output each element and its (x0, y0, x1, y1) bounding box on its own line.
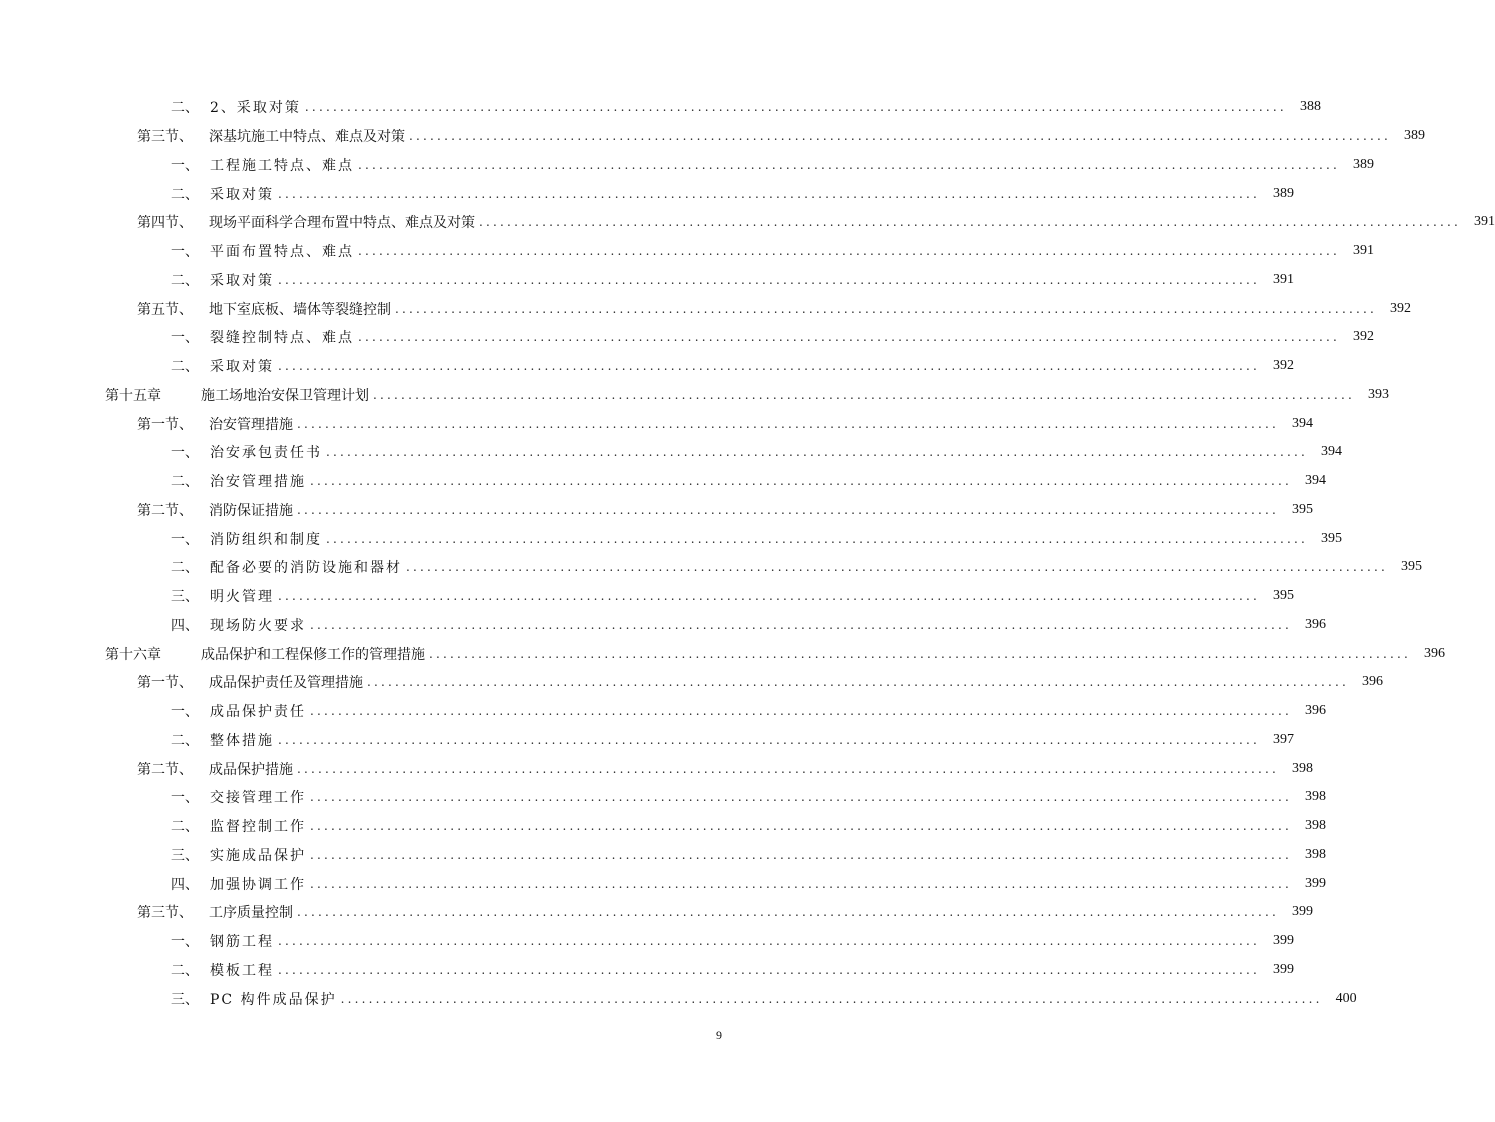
toc-entry-lead (0, 989, 1323, 1009)
toc-entry-title: 配备必要的消防设施和器材 (210, 560, 402, 577)
toc-entry-number: 二、 (171, 186, 199, 203)
toc-leader-dots: ............................................................................................................................................ (409, 129, 1392, 144)
toc-entry[interactable] (0, 438, 1343, 467)
toc-entry-lead (0, 500, 1279, 520)
toc-entry-lead (0, 471, 1292, 491)
toc-entry-page: 388 (1299, 99, 1321, 115)
toc-entry[interactable] (0, 697, 1327, 726)
toc-entry-lead (0, 644, 1411, 664)
toc-entry-title: 平面布置特点、难点 (210, 244, 354, 261)
toc-entry-page: 394 (1321, 444, 1343, 460)
toc-entry[interactable] (0, 467, 1327, 496)
toc-entry-title: 成品保护责任及管理措施 (209, 675, 363, 692)
toc-leader-dots: ............................................................................................................................................ (297, 761, 1280, 776)
toc-leader-dots: ............................................................................................................................................ (395, 301, 1378, 316)
toc-entry-title: 现场平面科学合理布置中特点、难点及对策 (209, 215, 475, 232)
toc-entry-title: 整体措施 (210, 732, 274, 749)
toc-entry[interactable] (0, 582, 1295, 611)
toc-entry-page: 398 (1305, 818, 1327, 834)
toc-entry-page: 389 (1353, 156, 1375, 172)
toc-entry-page: 391 (1273, 271, 1295, 287)
toc-entry-number: 第三节、 (137, 129, 193, 146)
toc-entry-title: 采取对策 (210, 359, 274, 376)
toc-entry-lead (0, 845, 1292, 865)
toc-entry-number: 二、 (171, 272, 199, 289)
toc-entry-title: 现场防火要求 (210, 617, 306, 634)
toc-entry-number: 二、 (171, 732, 199, 749)
toc-entry-title: 工程施工特点、难点 (210, 157, 354, 174)
toc-entry-lead (0, 212, 1461, 232)
toc-entry-number: 一、 (171, 531, 199, 548)
toc-leader-dots: ............................................................................................................................................ (278, 934, 1261, 949)
toc-leader-dots: ............................................................................................................................................ (340, 991, 1323, 1006)
toc-entry-lead (0, 155, 1340, 175)
toc-entry-page: 394 (1292, 415, 1314, 431)
toc-entry-lead (0, 874, 1292, 894)
toc-entry-page: 396 (1362, 674, 1384, 690)
toc-entry-page: 391 (1474, 214, 1495, 230)
toc-entry-number: 第十六章 (105, 646, 161, 663)
toc-entry-lead (0, 816, 1292, 836)
toc-entry[interactable] (0, 122, 1426, 151)
toc-entry-lead (0, 960, 1260, 980)
toc-entry[interactable] (0, 294, 1412, 323)
toc-entry-title: 裂缝控制特点、难点 (210, 330, 354, 347)
toc-entry-number: 二、 (171, 359, 199, 376)
toc-leader-dots: ............................................................................................................................................ (310, 617, 1293, 632)
toc-leader-dots: ............................................................................................................................................ (326, 531, 1309, 546)
toc-entry-page: 391 (1353, 243, 1375, 259)
toc-entry-lead (0, 241, 1340, 261)
toc-entry-page: 398 (1305, 789, 1327, 805)
toc-entry-number: 二、 (171, 100, 199, 117)
toc-entry-title: 实施成品保护 (210, 847, 306, 864)
toc-entry[interactable] (0, 869, 1327, 898)
toc-entry-lead (0, 442, 1308, 462)
toc-entry-page: 392 (1390, 300, 1412, 316)
toc-entry-lead (0, 270, 1260, 290)
toc-entry-number: 一、 (171, 704, 199, 721)
toc-entry-title: 消防组织和制度 (210, 531, 322, 548)
toc-entry-lead (0, 97, 1287, 117)
toc-entry[interactable] (0, 409, 1314, 438)
toc-entry-number: 一、 (171, 790, 199, 807)
toc-entry-lead (0, 759, 1279, 779)
toc-entry-lead (0, 586, 1260, 606)
toc-entry[interactable] (0, 496, 1314, 525)
toc-leader-dots: ............................................................................................................................................ (278, 359, 1261, 374)
toc-entry-page: 392 (1353, 329, 1375, 345)
toc-entry[interactable] (0, 237, 1375, 266)
toc-entry-title: 施工场地治安保卫管理计划 (201, 387, 369, 404)
toc-entry-number: 第四节、 (137, 215, 193, 232)
toc-entry-page: 396 (1424, 645, 1446, 661)
toc-entry-page: 398 (1305, 846, 1327, 862)
toc-leader-dots: ............................................................................................................................................ (278, 272, 1261, 287)
toc-entry-number: 二、 (171, 474, 199, 491)
toc-leader-dots: ............................................................................................................................................ (310, 474, 1293, 489)
toc-entry[interactable] (0, 668, 1384, 697)
toc-leader-dots: ............................................................................................................................................ (326, 445, 1309, 460)
toc-entry-number: 一、 (171, 157, 199, 174)
toc-entry-page: 394 (1305, 473, 1327, 489)
toc-leader-dots: ............................................................................................................................................ (358, 330, 1341, 345)
toc-leader-dots: ............................................................................................................................................ (429, 646, 1412, 661)
toc-entry[interactable] (0, 812, 1327, 841)
toc-entry[interactable] (0, 783, 1327, 812)
toc-entry[interactable] (0, 841, 1327, 870)
toc-entry-title: 工序质量控制 (209, 905, 293, 922)
toc-entry-lead (0, 414, 1279, 434)
toc-entry[interactable] (0, 726, 1295, 755)
toc-leader-dots: ............................................................................................................................................ (297, 905, 1280, 920)
toc-entry-title: 治安管理措施 (210, 474, 306, 491)
toc-entry-lead (0, 787, 1292, 807)
toc-entry-title: 成品保护和工程保修工作的管理措施 (201, 646, 425, 663)
toc-leader-dots: ............................................................................................................................................ (358, 244, 1341, 259)
toc-entry-number: 第一节、 (137, 675, 193, 692)
toc-entry-title: 加强协调工作 (210, 876, 306, 893)
toc-entry-number: 四、 (171, 617, 199, 634)
toc-entry-title: 明火管理 (210, 589, 274, 606)
toc-entry-page: 396 (1305, 703, 1327, 719)
toc-leader-dots: ............................................................................................................................................ (310, 704, 1293, 719)
toc-entry[interactable] (0, 956, 1295, 985)
toc-entry-number: 第三节、 (137, 905, 193, 922)
toc-entry-title: 模板工程 (210, 962, 274, 979)
toc-entry-lead (0, 327, 1340, 347)
toc-leader-dots: ............................................................................................................................................ (479, 215, 1462, 230)
toc-leader-dots: ............................................................................................................................................ (310, 790, 1293, 805)
toc-entry[interactable] (0, 611, 1327, 640)
toc-entry[interactable] (0, 93, 1321, 122)
toc-entry-page: 389 (1273, 185, 1295, 201)
toc-entry-page: 399 (1305, 875, 1327, 891)
toc-entry-page: 389 (1404, 128, 1426, 144)
toc-entry-number: 一、 (171, 934, 199, 951)
toc-leader-dots: ............................................................................................................................................ (297, 416, 1280, 431)
toc-entry-page: 395 (1292, 501, 1314, 517)
toc-leader-dots: ............................................................................................................................................ (278, 732, 1261, 747)
toc-entry-number: 二、 (171, 819, 199, 836)
toc-entry-lead (0, 356, 1260, 376)
toc-leader-dots: ............................................................................................................................................ (373, 387, 1356, 402)
toc-entry-title: 采取对策 (210, 186, 274, 203)
page-number: 9 (716, 1028, 722, 1042)
toc-entry[interactable] (0, 151, 1375, 180)
toc-entry-title: 治安承包责任书 (210, 445, 322, 462)
toc-entry-title: 钢筋工程 (210, 934, 274, 951)
toc-entry-title: 成品保护措施 (209, 761, 293, 778)
toc-entry-number: 第一节、 (137, 416, 193, 433)
toc-entry-lead (0, 615, 1292, 635)
toc-entry[interactable] (0, 898, 1314, 927)
toc-entry-title: 成品保护责任 (210, 704, 306, 721)
toc-entry[interactable] (0, 927, 1295, 956)
toc-entry-number: 二、 (171, 560, 199, 577)
toc-entry-number: 一、 (171, 445, 199, 462)
toc-entry-lead (0, 701, 1292, 721)
toc-entry-page: 395 (1321, 530, 1343, 546)
table-of-contents (0, 93, 1495, 1013)
toc-entry-title: 地下室底板、墙体等裂缝控制 (209, 301, 391, 318)
toc-leader-dots: ............................................................................................................................................ (297, 502, 1280, 517)
toc-entry[interactable] (0, 179, 1295, 208)
toc-entry-number: 四、 (171, 876, 199, 893)
toc-entry-number: 第五节、 (137, 301, 193, 318)
toc-entry-title: 2、采取对策 (210, 100, 301, 117)
toc-entry-lead (0, 385, 1355, 405)
toc-entry-title: 采取对策 (210, 272, 274, 289)
toc-entry[interactable] (0, 323, 1375, 352)
toc-entry-page: 396 (1305, 616, 1327, 632)
toc-entry[interactable] (0, 524, 1343, 553)
toc-entry-page: 395 (1273, 588, 1295, 604)
toc-entry-lead (0, 299, 1377, 319)
toc-entry[interactable] (0, 984, 1357, 1013)
toc-entry-page: 397 (1273, 731, 1295, 747)
toc-entry-number: 一、 (171, 244, 199, 261)
toc-leader-dots: ............................................................................................................................................ (406, 560, 1389, 575)
toc-entry-title: PC 构件成品保护 (210, 991, 337, 1008)
toc-entry[interactable] (0, 381, 1390, 410)
toc-entry-lead (0, 126, 1391, 146)
toc-entry-lead (0, 672, 1349, 692)
toc-entry-number: 第二节、 (137, 761, 193, 778)
toc-entry-lead (0, 902, 1279, 922)
toc-leader-dots: ............................................................................................................................................ (310, 819, 1293, 834)
toc-leader-dots: ............................................................................................................................................ (358, 157, 1341, 172)
toc-leader-dots: ............................................................................................................................................ (278, 962, 1261, 977)
toc-entry-page: 392 (1273, 358, 1295, 374)
toc-entry[interactable] (0, 754, 1314, 783)
toc-entry-page: 399 (1273, 961, 1295, 977)
toc-entry-title: 深基坑施工中特点、难点及对策 (209, 129, 405, 146)
toc-entry-title: 消防保证措施 (209, 502, 293, 519)
toc-leader-dots: ............................................................................................................................................ (278, 589, 1261, 604)
toc-entry-page: 399 (1292, 904, 1314, 920)
toc-entry-page: 393 (1368, 386, 1390, 402)
toc-entry-page: 400 (1335, 990, 1357, 1006)
toc-leader-dots: ............................................................................................................................................ (367, 675, 1350, 690)
toc-entry[interactable] (0, 208, 1495, 237)
toc-entry-number: 一、 (171, 330, 199, 347)
toc-entry-lead (0, 184, 1260, 204)
toc-entry[interactable] (0, 352, 1295, 381)
toc-entry-title: 交接管理工作 (210, 790, 306, 807)
toc-leader-dots: ............................................................................................................................................ (310, 847, 1293, 862)
toc-entry-page: 399 (1273, 933, 1295, 949)
toc-entry[interactable] (0, 266, 1295, 295)
toc-leader-dots: ............................................................................................................................................ (310, 876, 1293, 891)
toc-leader-dots: ............................................................................................................................................ (278, 186, 1261, 201)
toc-entry-number: 三、 (171, 991, 199, 1008)
toc-entry[interactable] (0, 639, 1446, 668)
toc-entry-lead (0, 529, 1308, 549)
toc-entry-title: 治安管理措施 (209, 416, 293, 433)
toc-entry-lead (0, 730, 1260, 750)
toc-entry-number: 三、 (171, 847, 199, 864)
toc-entry-title: 监督控制工作 (210, 819, 306, 836)
toc-entry-number: 三、 (171, 589, 199, 606)
toc-leader-dots: ............................................................................................................................................ (304, 100, 1287, 115)
toc-entry-lead (0, 557, 1388, 577)
toc-entry-lead (0, 931, 1260, 951)
toc-entry[interactable] (0, 553, 1423, 582)
toc-entry-page: 395 (1401, 559, 1423, 575)
toc-entry-page: 398 (1292, 760, 1314, 776)
toc-entry-number: 第十五章 (105, 387, 161, 404)
toc-entry-number: 二、 (171, 962, 199, 979)
toc-entry-number: 第二节、 (137, 502, 193, 519)
